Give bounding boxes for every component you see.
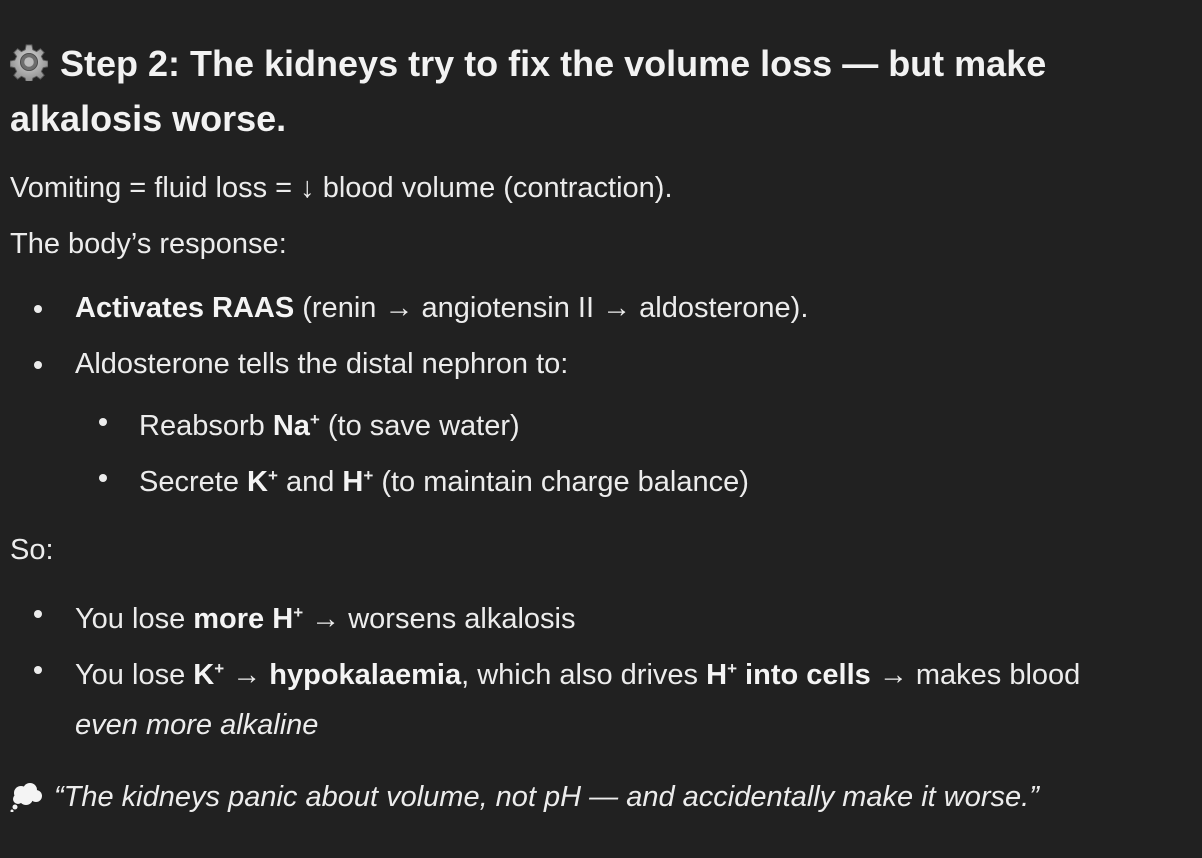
closing-quote: “The kidneys panic about volume, not pH — and accidentally make it worse.” (54, 781, 1039, 813)
section-heading-text: Step 2: The kidneys try to fix the volume loss — but make alkalosis worse. (10, 43, 1047, 139)
bullet-dot (34, 305, 42, 313)
list-item-text: (renin → angiotensin II → aldosterone). (294, 292, 809, 324)
sub-list-item (139, 456, 749, 502)
so-label: So: (10, 534, 54, 566)
charge-superscript: + (309, 410, 320, 429)
sub-list-item-text: Reabsorb (139, 410, 273, 442)
list-item (75, 288, 808, 328)
list-item-text: → makes blood (870, 659, 1081, 691)
emphasis-text: more H (193, 603, 294, 635)
sub-list-item-text: and (277, 466, 343, 498)
ion-symbol: K (193, 659, 215, 691)
charge-superscript: + (214, 659, 225, 678)
list-item-continuation (75, 705, 318, 745)
sub-list-item-text: (to maintain charge balance) (373, 466, 749, 498)
ion-symbol: Na (272, 410, 310, 442)
list-item (75, 593, 576, 639)
bullet-dot (34, 361, 42, 369)
bullet-dot (34, 666, 42, 674)
list-item-text: You lose (75, 603, 194, 635)
emphasis-text: hypokalaemia (269, 659, 462, 691)
list-item-text: → worsens alkalosis (303, 603, 576, 635)
list-item (75, 649, 1080, 695)
list-item-text: You lose (75, 659, 194, 691)
ion-symbol: K (247, 466, 268, 498)
list-item-text: , which also drives (461, 659, 707, 691)
italic-text: even more alkaline (75, 709, 319, 741)
sub-list-item-text: (to save water) (319, 410, 520, 442)
charge-superscript: + (267, 466, 278, 485)
intro-line-1: Vomiting = fluid loss = ↓ blood volume (contraction). (10, 172, 673, 204)
emphasis-text: into cells (737, 659, 871, 691)
charge-superscript: + (293, 603, 304, 622)
charge-superscript: + (363, 466, 374, 485)
bullet-dot (99, 418, 107, 426)
intro-line-2: The body’s response: (10, 228, 287, 260)
thought-bubble-icon (10, 782, 44, 812)
gear-icon (10, 43, 48, 81)
section-heading (10, 36, 1190, 146)
bullet-dot (34, 610, 42, 618)
sub-list-item-text: Secrete (139, 466, 247, 498)
ion-symbol: H (342, 466, 364, 498)
sub-list-item (139, 400, 520, 446)
ion-symbol: H (706, 659, 728, 691)
emphasis-text: Activates RAAS (75, 292, 295, 324)
list-item: Aldosterone tells the distal nephron to: (75, 348, 569, 380)
charge-superscript: + (727, 659, 737, 678)
list-item-text: → (224, 659, 270, 691)
bullet-dot (99, 474, 107, 482)
